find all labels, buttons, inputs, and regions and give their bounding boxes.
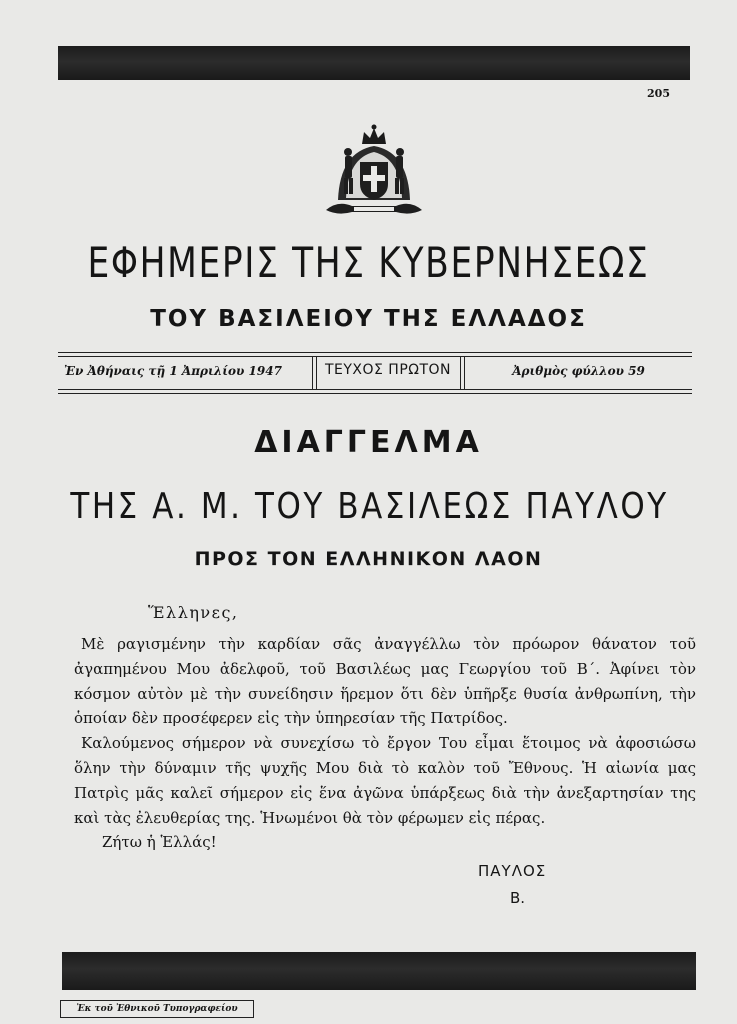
proclamation-heading: ΔΙΑΓΓΕΛΜΑ bbox=[254, 425, 483, 460]
signature-title: Β. bbox=[510, 889, 526, 907]
salutation: Ἕλληνες, bbox=[148, 603, 239, 622]
top-black-bar bbox=[58, 46, 690, 80]
page-number: 205 bbox=[647, 87, 670, 100]
closing-line: Ζήτω ἡ Ἑλλάς! bbox=[102, 833, 217, 851]
royal-coat-of-arms-icon bbox=[318, 122, 430, 222]
proclamation-subheading: ΤΗΣ Α. Μ. ΤΟΥ ΒΑΣΙΛΕΩΣ ΠΑΥΛΟΥ bbox=[70, 486, 669, 527]
gazette-subtitle: ΤΟΥ ΒΑΣΙΛΕΙΟΥ ΤΗΣ ΕΛΛΑΔΟΣ bbox=[150, 306, 587, 332]
masthead-rule bbox=[58, 393, 692, 394]
date-line: Ἐν Ἀθήναις τῇ 1 Ἀπριλίου 1947 bbox=[64, 364, 282, 378]
masthead-divider bbox=[464, 356, 465, 389]
masthead-divider bbox=[460, 356, 461, 389]
masthead-rule bbox=[58, 352, 692, 353]
masthead-divider bbox=[312, 356, 313, 389]
issue-label: ΤΕΥΧΟΣ ΠΡΩΤΟΝ bbox=[324, 362, 452, 378]
body-paragraph: Μὲ ραγισμένην τὴν καρδίαν σᾶς ἀναγγέλλω τὸν πρόωρον θάνατον τοῦ ἀγαπημένου Μου ἀδελφοῦ, τοῦ Βασιλέως μας Γεωργίου τοῦ Β΄. Ἀφίνει τὸν κόσμον αὐτὸν μὲ τὴν συνείδησιν ἥρεμον ὅτι δὲν ὑπῆρξε θυσία ἀνθρωπίνη, τὴν ὁποίαν δὲν προσέφερεν εἰς τὴν ὑπηρεσίαν τῆς Πατρίδος. bbox=[74, 635, 696, 728]
masthead-rule bbox=[58, 356, 692, 357]
proclamation-body bbox=[74, 632, 696, 830]
masthead-rule bbox=[58, 389, 692, 390]
printer-imprint: Ἐκ τοῦ Ἐθνικοῦ Τυπογραφείου bbox=[60, 1000, 254, 1018]
bottom-black-bar bbox=[62, 952, 696, 990]
signature-name: ΠΑΥΛΟΣ bbox=[478, 862, 547, 880]
body-paragraph: Καλούμενος σήμερον νὰ συνεχίσω τὸ ἔργον Του εἶμαι ἕτοιμος νὰ ἀφοσιώσω ὅλην τὴν δύναμιν τῆς ψυχῆς Μου διὰ τὸ καλὸν τοῦ Ἔθνους. Ἡ αἰωνία μας Πατρὶς μᾶς καλεῖ σήμερον εἰς ἕνα ἀγῶνα ὑπάρξεως διὰ τὴν ἀνεξαρτησίαν της καὶ τὰς ἐλευθερίας της. Ἡνωμένοι θὰ τὸν φέρωμεν εἰς πέρας. bbox=[74, 734, 696, 827]
proclamation-addressee: ΠΡΟΣ ΤΟΝ ΕΛΛΗΝΙΚΟΝ ΛΑΟΝ bbox=[194, 548, 543, 570]
gazette-title: ΕΦΗΜΕΡΙΣ ΤΗΣ ΚΥΒΕΡΝΗΣΕΩΣ bbox=[87, 238, 650, 287]
sheet-number: Ἀριθμὸς φύλλου 59 bbox=[512, 364, 645, 378]
